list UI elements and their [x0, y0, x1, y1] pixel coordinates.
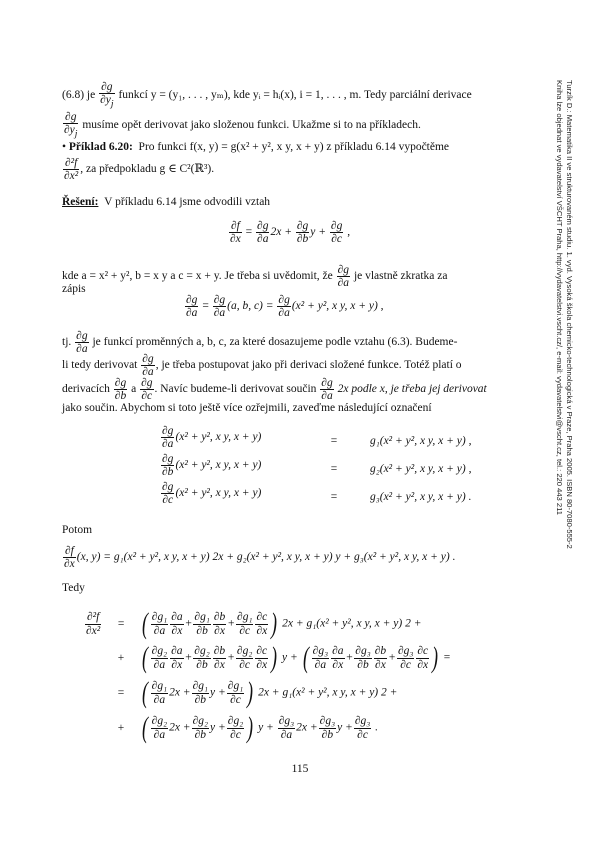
paragraph-line-1 — [62, 81, 472, 109]
text: a — [131, 383, 137, 396]
derivation-line-3: = ( $\frac{\text{∂g₁}}{\partial a}$ 2x + $\frac{\text{∂g₁}}{\partial b}$ y + $\frac{\text{∂g₁}}{\partial c}$ ) 2x + g₁(x² + y², x y, x + y) 2 + — [117, 676, 398, 709]
text: g₃(x² + y², x y, x + y) . — [370, 491, 472, 503]
text: tj. — [62, 336, 72, 349]
solution-heading — [62, 196, 270, 210]
text: funkcí y = (y₁, . . . , yₘ), kde yᵢ = hᵢ(x), i = 1, . . . , m. Tedy parciální derivace — [118, 88, 472, 101]
fraction: $\frac{\partial g}{\partial y_j}$ — [64, 111, 78, 140]
text: 2x podle x, je třeba jej derivovat — [337, 383, 487, 396]
text: kde a = x² + y², b = x y a c = x + y. Je třeba si uvědomit, že — [62, 270, 333, 283]
text: . Navíc budeme-li derivovat součin — [154, 383, 317, 396]
text: y + — [310, 226, 327, 239]
derivatives-line: derivacích $\frac{\partial g}{\partial b}$ a $\frac{\partial g}{\partial c}$ . Navíc budeme-li derivovat součin $\frac{\partial g}{\partial a}$ 2x podle x, je třeba jej derivovat — [62, 377, 487, 403]
definition-2: $\frac{\partial g}{\partial b}$ (x² + y², x y, x + y) = g₂(x² + y², x y, x + y) , — [162, 453, 472, 479]
derivation-line-2: + ( $\frac{\text{∂g₂}}{\partial a}$ $\frac{\partial a}{\partial x}$ + $\frac{\text{∂g₂}}{\partial b}$ $\frac{\partial b}{\partial x}$ + $\frac{\text{∂g₂}}{\partial c}$ $\frac{\partial c}{\partial x}$ ) y + ( $\frac{\text{∂g₃}}{\partial a}$ $\frac{\partial a}{\partial x}$ + $\frac{\text{∂g₃}}{\partial b}$ $\frac{\partial b}{\partial x}$ + $\frac{\text{∂g₃}}{\partial c}$ $\frac{\partial c}{\partial x}$ ) = — [117, 641, 451, 674]
example-label: Příklad 6.20: — [68, 141, 133, 153]
derivation-line-1: $\frac{\text{∂²f}}{\text{∂x²}}$ = ( $\frac{\text{∂g₁}}{\partial a}$ $\frac{\partial a}{\partial x}$ + $\frac{\text{∂g₁}}{\partial b}$ $\frac{\partial b}{\partial x}$ + $\frac{\text{∂g₁}}{\partial c}$ $\frac{\partial c}{\partial x}$ ) 2x + g₁(x² + y², x y, x + y) 2 + — [86, 607, 422, 640]
text: derivacích — [62, 383, 110, 396]
page-number: 115 — [291, 763, 309, 775]
text: je vlastně zkratka za — [353, 270, 448, 283]
example-line: • Příklad 6.20: Pro funkci f(x, y) = g(x² + y², x y, x + y) z příkladu 6.14 vypočtěme — [62, 141, 450, 153]
text: (6.8) je — [62, 88, 96, 101]
zapis-line: zápis — [62, 283, 86, 295]
text: (x, y) = g₁(x² + y², x y, x + y) 2x + g₂(x² + y², x y, x + y) y + g₃(x² + y², x y, x + y) . — [76, 551, 456, 564]
text: V příkladu 6.14 jsme odvodili vztah — [104, 196, 271, 208]
side-citation-line1: Turzík D.: Matematika II ve strukturovaném studiu. 1. vyd. Vysoká škola chemicko-technologická v Praze, Praha 2005. ISBN 80-7080-555-2 — [565, 80, 574, 549]
definition-1: $\frac{\partial g}{\partial a}$ (x² + y², x y, x + y) = g₁(x² + y², x y, x + y) , — [162, 425, 472, 451]
definition-3: $\frac{\partial g}{\partial c}$ (x² + y², x y, x + y) = g₃(x² + y², x y, x + y) . — [162, 481, 472, 507]
text: g₁(x² + y², x y, x + y) , — [370, 435, 472, 447]
solution-label: Řešení: — [62, 196, 99, 208]
text: (x² + y², x y, x + y) — [175, 487, 262, 500]
tj-line: tj. $\frac{\partial g}{\partial a}$ je funkcí proměnných a, b, c, za které dosazujeme podle vztahu (6.3). Budeme- — [62, 330, 458, 356]
text: 2x + g₁(x² + y², x y, x + y) 2 + — [258, 686, 398, 699]
text: , je třeba postupovat jako při derivaci složené funkce. Totéž platí o — [155, 359, 462, 372]
fraction: $\frac{\partial g}{\partial y_j}$ — [100, 81, 114, 110]
text: (x² + y², x y, x + y) , — [291, 300, 384, 313]
side-citation — [554, 80, 574, 860]
example-line-2 — [62, 157, 214, 182]
text: 2x + g₁(x² + y², x y, x + y) 2 + — [282, 617, 422, 630]
text: (a, b, c) = — [227, 300, 274, 313]
equation-1: $\frac{\partial f}{\partial x}$ = $\frac{\partial g}{\partial a}$ 2x + $\frac{\partial g}{\partial b}$ y + $\frac{\partial g}{\partial c}$ , — [230, 220, 351, 246]
text: je funkcí proměnných a, b, c, za které dosazujeme podle vztahu (6.3). Budeme- — [92, 336, 458, 349]
text: (x² + y², x y, x + y) — [175, 431, 262, 444]
text: g₂(x² + y², x y, x + y) , — [370, 463, 472, 475]
text: (x² + y², x y, x + y) — [175, 459, 262, 472]
example-text: Pro funkci f(x, y) = g(x² + y², x y, x + y) z příkladu 6.14 vypočtěme — [138, 141, 450, 153]
text: li tedy derivovat — [62, 359, 138, 372]
paragraph-line-2 — [62, 111, 421, 139]
where-line: kde a = x² + y², b = x y a c = x + y. Je třeba si uvědomit, že $\frac{\partial g}{\partial a}$ je vlastně zkratka za — [62, 264, 448, 290]
text: musíme opět derivovat jako složenou funkci. Ukažme si to na příkladech. — [82, 118, 421, 131]
side-citation-line2: Kniha lze objednat ve vydavatelství VŠCHT Praha, http://vydavatelstvi.vscht.cz/, e-mail: vydavatelstvi@vscht.cz, tel.: 220 443 211 — [555, 80, 564, 515]
tedy-line: Tedy — [62, 582, 85, 594]
fraction: $\frac{\text{∂²f}}{\text{∂x²}}$ — [64, 157, 79, 183]
text: , za předpokladu g ∈ C²(ℝ³). — [80, 163, 215, 176]
equation-3: $\frac{\partial f}{\partial x}$ (x, y) = g₁(x² + y², x y, x + y) 2x + g₂(x² + y², x y, x + y) y + g₃(x² + y², x y, x + y) . — [64, 545, 456, 571]
equation-2: $\frac{\partial g}{\partial a}$ = $\frac{\partial g}{\partial a}$ (a, b, c) = $\frac{\partial g}{\partial a}$ (x² + y², x y, x + y) , — [186, 294, 384, 320]
potom-line: Potom — [62, 524, 93, 536]
derivation-line-4: + ( $\frac{\text{∂g₂}}{\partial a}$ 2x + $\frac{\text{∂g₂}}{\partial b}$ y + $\frac{\text{∂g₂}}{\partial c}$ ) y + $\frac{\text{∂g₃}}{\partial a}$ 2x + $\frac{\text{∂g₃}}{\partial b}$ y + $\frac{\text{∂g₃}}{\partial c}$ . — [117, 711, 379, 744]
paragraph-line: jako součin. Abychom si toto ještě více ozřejmili, zaveďme následující označení — [62, 402, 432, 414]
li-line: li tedy derivovat $\frac{\partial g}{\partial a}$ , je třeba postupovat jako při derivaci složené funkce. Totéž platí o — [62, 353, 462, 379]
text: 2x + — [270, 226, 292, 239]
